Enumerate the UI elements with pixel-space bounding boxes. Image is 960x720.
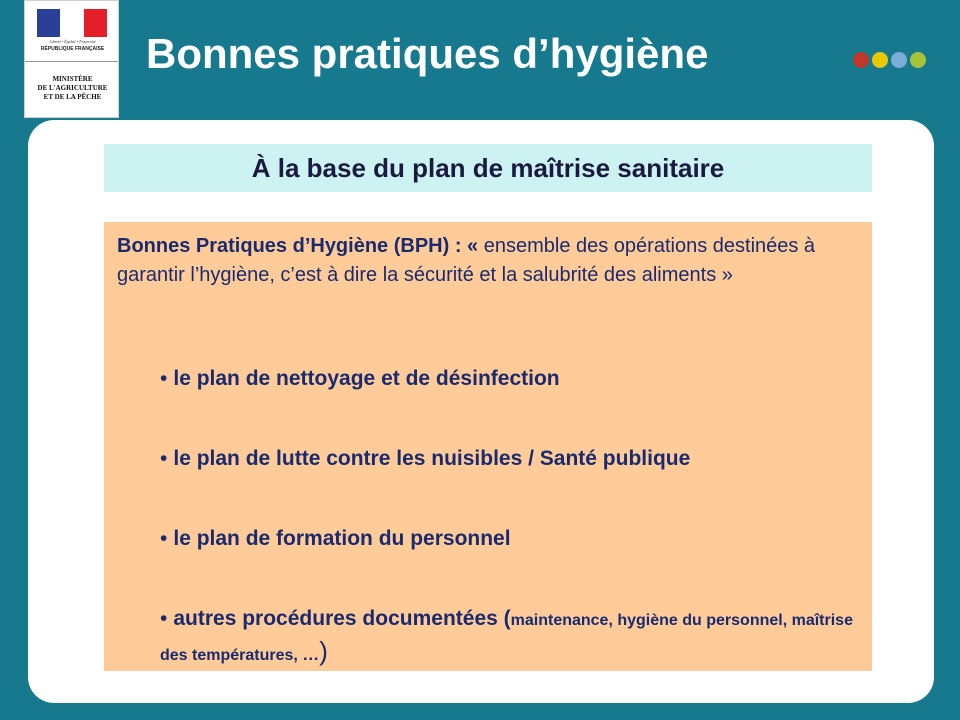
content-card (28, 120, 934, 703)
bullet-icon: • (160, 447, 168, 470)
intro-bold: Bonnes Pratiques d’Hygiène (BPH) : « (117, 235, 479, 257)
list-item (160, 444, 860, 474)
bullet-text: autres procédures documentées ( (173, 607, 511, 630)
decorative-dots (853, 52, 926, 68)
list-item (160, 604, 860, 671)
red-dot-icon (853, 52, 869, 68)
bullet-text: le plan de formation du personnel (173, 527, 511, 550)
french-flag-icon (37, 9, 107, 37)
bullet-icon: • (160, 527, 168, 550)
list-item (160, 364, 860, 394)
subtitle: À la base du plan de maîtrise sanitaire (251, 152, 725, 183)
page-title: Bonnes pratiques d’hygiène (146, 30, 709, 77)
intro-paragraph (117, 232, 857, 290)
bullet-text: le plan de lutte contre les nuisibles / Santé publique (173, 447, 691, 470)
logo-divider (25, 61, 118, 62)
ministry-logo (24, 0, 119, 118)
bullet-icon: • (160, 607, 168, 630)
logo-republic: RÉPUBLIQUE FRANÇAISE (40, 46, 105, 52)
green-dot-icon (910, 52, 926, 68)
bullet-icon: • (160, 367, 168, 390)
yellow-dot-icon (872, 52, 888, 68)
list-item (160, 524, 860, 554)
blue-dot-icon (891, 52, 907, 68)
logo-ministry: MINISTÈRE DE L'AGRICULTURE ET DE LA PÊCHE (37, 75, 108, 101)
bullet-close-paren: ) (319, 636, 328, 666)
intro-text: ensemble des opérations destinées à garantir l’hygiène, c’est à dire la sécurité et la salubrité des aliments » (117, 235, 816, 286)
content-box (104, 222, 872, 671)
bullet-ellipsis: … (302, 645, 320, 664)
bullet-detail: maintenance, hygiène du personnel, maîtrise des températures, (160, 612, 853, 664)
bullet-text: le plan de nettoyage et de désinfection (173, 367, 560, 390)
subtitle-bar (104, 144, 872, 192)
logo-motto: Liberté • Égalité • Fraternité (49, 39, 96, 44)
